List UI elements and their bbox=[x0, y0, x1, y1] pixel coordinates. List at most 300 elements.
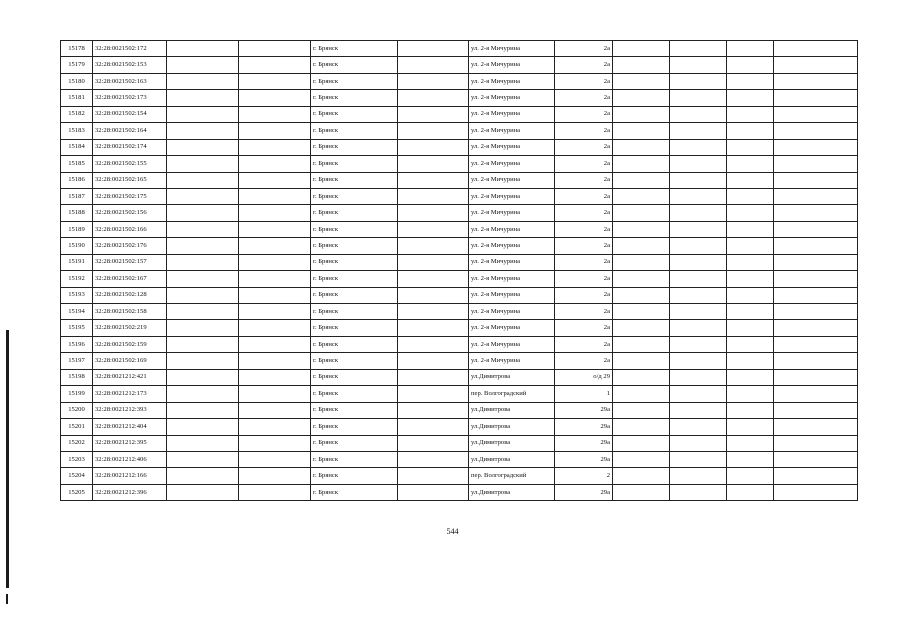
empty-cell bbox=[774, 90, 858, 106]
table-row bbox=[61, 304, 858, 320]
empty-cell bbox=[167, 123, 239, 139]
empty-cell bbox=[727, 188, 774, 204]
empty-cell bbox=[774, 369, 858, 385]
city-cell: г. Брянск bbox=[311, 57, 398, 73]
empty-cell bbox=[727, 254, 774, 270]
street-cell: ул. 2-я Мичурина bbox=[469, 254, 555, 270]
street-cell: ул. 2-я Мичурина bbox=[469, 156, 555, 172]
empty-cell bbox=[774, 419, 858, 435]
empty-cell bbox=[239, 90, 311, 106]
empty-cell bbox=[670, 221, 727, 237]
house-number-cell: 2а bbox=[555, 57, 613, 73]
page-number: 544 bbox=[446, 527, 459, 536]
empty-cell bbox=[398, 123, 469, 139]
table-row bbox=[61, 254, 858, 270]
empty-cell bbox=[398, 57, 469, 73]
cadastral-number-cell: 32:28:0021502:163 bbox=[93, 73, 167, 89]
cadastral-number-cell: 32:28:0021502:165 bbox=[93, 172, 167, 188]
city-cell: г. Брянск bbox=[311, 336, 398, 352]
street-cell: пер. Волгоградский bbox=[469, 468, 555, 484]
empty-cell bbox=[613, 188, 670, 204]
empty-cell bbox=[727, 353, 774, 369]
table-row bbox=[61, 123, 858, 139]
empty-cell bbox=[727, 271, 774, 287]
registry-table bbox=[60, 40, 858, 501]
empty-cell bbox=[398, 41, 469, 57]
row-number-cell: 15191 bbox=[61, 254, 93, 270]
cadastral-number-cell: 32:28:0021502:128 bbox=[93, 287, 167, 303]
empty-cell bbox=[239, 156, 311, 172]
street-cell: ул. 2-я Мичурина bbox=[469, 320, 555, 336]
cadastral-number-cell: 32:28:0021502:158 bbox=[93, 304, 167, 320]
street-cell: ул.Димитрова bbox=[469, 451, 555, 467]
cadastral-number-cell: 32:28:0021502:219 bbox=[93, 320, 167, 336]
house-number-cell: о/д 29 bbox=[555, 369, 613, 385]
city-cell: г. Брянск bbox=[311, 451, 398, 467]
cadastral-number-cell: 32:28:0021502:176 bbox=[93, 238, 167, 254]
empty-cell bbox=[774, 254, 858, 270]
house-number-cell: 2а bbox=[555, 238, 613, 254]
table-row bbox=[61, 221, 858, 237]
empty-cell bbox=[613, 73, 670, 89]
empty-cell bbox=[727, 123, 774, 139]
empty-cell bbox=[167, 320, 239, 336]
empty-cell bbox=[398, 402, 469, 418]
table-row bbox=[61, 369, 858, 385]
empty-cell bbox=[727, 320, 774, 336]
cadastral-number-cell: 32:28:0021212:406 bbox=[93, 451, 167, 467]
street-cell: ул. 2-я Мичурина bbox=[469, 271, 555, 287]
table-row bbox=[61, 435, 858, 451]
city-cell: г. Брянск bbox=[311, 353, 398, 369]
empty-cell bbox=[239, 188, 311, 204]
empty-cell bbox=[727, 468, 774, 484]
empty-cell bbox=[167, 205, 239, 221]
empty-cell bbox=[613, 468, 670, 484]
empty-cell bbox=[167, 287, 239, 303]
empty-cell bbox=[239, 304, 311, 320]
city-cell: г. Брянск bbox=[311, 304, 398, 320]
empty-cell bbox=[727, 172, 774, 188]
cadastral-number-cell: 32:28:0021502:169 bbox=[93, 353, 167, 369]
empty-cell bbox=[167, 386, 239, 402]
empty-cell bbox=[727, 238, 774, 254]
row-number-cell: 15195 bbox=[61, 320, 93, 336]
table-row bbox=[61, 386, 858, 402]
street-cell: ул. 2-я Мичурина bbox=[469, 90, 555, 106]
empty-cell bbox=[167, 484, 239, 500]
row-number-cell: 15199 bbox=[61, 386, 93, 402]
city-cell: г. Брянск bbox=[311, 123, 398, 139]
city-cell: г. Брянск bbox=[311, 419, 398, 435]
empty-cell bbox=[167, 435, 239, 451]
empty-cell bbox=[239, 386, 311, 402]
empty-cell bbox=[239, 369, 311, 385]
city-cell: г. Брянск bbox=[311, 468, 398, 484]
empty-cell bbox=[670, 41, 727, 57]
row-number-cell: 15181 bbox=[61, 90, 93, 106]
cadastral-number-cell: 32:28:0021502:156 bbox=[93, 205, 167, 221]
empty-cell bbox=[774, 106, 858, 122]
empty-cell bbox=[239, 172, 311, 188]
house-number-cell: 29а bbox=[555, 419, 613, 435]
table-row bbox=[61, 90, 858, 106]
empty-cell bbox=[727, 484, 774, 500]
row-number-cell: 15204 bbox=[61, 468, 93, 484]
street-cell: ул. 2-я Мичурина bbox=[469, 353, 555, 369]
empty-cell bbox=[613, 271, 670, 287]
house-number-cell: 2а bbox=[555, 73, 613, 89]
empty-cell bbox=[727, 73, 774, 89]
empty-cell bbox=[670, 353, 727, 369]
empty-cell bbox=[774, 287, 858, 303]
empty-cell bbox=[613, 386, 670, 402]
house-number-cell: 29а bbox=[555, 402, 613, 418]
house-number-cell: 2а bbox=[555, 221, 613, 237]
street-cell: ул. 2-я Мичурина bbox=[469, 221, 555, 237]
empty-cell bbox=[727, 57, 774, 73]
empty-cell bbox=[727, 336, 774, 352]
empty-cell bbox=[398, 139, 469, 155]
empty-cell bbox=[167, 254, 239, 270]
house-number-cell: 2а bbox=[555, 304, 613, 320]
empty-cell bbox=[613, 304, 670, 320]
row-number-cell: 15185 bbox=[61, 156, 93, 172]
table-row bbox=[61, 188, 858, 204]
city-cell: г. Брянск bbox=[311, 188, 398, 204]
table-row bbox=[61, 287, 858, 303]
street-cell: ул. 2-я Мичурина bbox=[469, 238, 555, 254]
street-cell: ул. 2-я Мичурина bbox=[469, 336, 555, 352]
table-row bbox=[61, 41, 858, 57]
street-cell: ул. 2-я Мичурина bbox=[469, 73, 555, 89]
empty-cell bbox=[398, 73, 469, 89]
table-row bbox=[61, 57, 858, 73]
table-row bbox=[61, 402, 858, 418]
street-cell: ул. 2-я Мичурина bbox=[469, 41, 555, 57]
empty-cell bbox=[774, 304, 858, 320]
empty-cell bbox=[613, 221, 670, 237]
empty-cell bbox=[774, 172, 858, 188]
city-cell: г. Брянск bbox=[311, 205, 398, 221]
row-number-cell: 15201 bbox=[61, 419, 93, 435]
city-cell: г. Брянск bbox=[311, 41, 398, 57]
table-row bbox=[61, 205, 858, 221]
house-number-cell: 2а bbox=[555, 287, 613, 303]
empty-cell bbox=[727, 156, 774, 172]
empty-cell bbox=[670, 419, 727, 435]
empty-cell bbox=[167, 369, 239, 385]
cadastral-number-cell: 32:28:0021502:159 bbox=[93, 336, 167, 352]
empty-cell bbox=[727, 451, 774, 467]
city-cell: г. Брянск bbox=[311, 369, 398, 385]
empty-cell bbox=[613, 90, 670, 106]
empty-cell bbox=[774, 123, 858, 139]
city-cell: г. Брянск bbox=[311, 156, 398, 172]
empty-cell bbox=[239, 353, 311, 369]
table-row bbox=[61, 238, 858, 254]
empty-cell bbox=[613, 402, 670, 418]
empty-cell bbox=[613, 106, 670, 122]
empty-cell bbox=[239, 336, 311, 352]
house-number-cell: 2а bbox=[555, 123, 613, 139]
row-number-cell: 15196 bbox=[61, 336, 93, 352]
empty-cell bbox=[167, 353, 239, 369]
row-number-cell: 15205 bbox=[61, 484, 93, 500]
empty-cell bbox=[613, 238, 670, 254]
cadastral-number-cell: 32:28:0021502:164 bbox=[93, 123, 167, 139]
empty-cell bbox=[670, 451, 727, 467]
house-number-cell: 2а bbox=[555, 90, 613, 106]
street-cell: ул. 2-я Мичурина bbox=[469, 139, 555, 155]
empty-cell bbox=[727, 205, 774, 221]
empty-cell bbox=[774, 353, 858, 369]
row-number-cell: 15182 bbox=[61, 106, 93, 122]
table-row bbox=[61, 172, 858, 188]
empty-cell bbox=[398, 90, 469, 106]
empty-cell bbox=[613, 156, 670, 172]
city-cell: г. Брянск bbox=[311, 254, 398, 270]
city-cell: г. Брянск bbox=[311, 271, 398, 287]
empty-cell bbox=[774, 57, 858, 73]
city-cell: г. Брянск bbox=[311, 386, 398, 402]
row-number-cell: 15179 bbox=[61, 57, 93, 73]
street-cell: ул. 2-я Мичурина bbox=[469, 123, 555, 139]
empty-cell bbox=[398, 156, 469, 172]
empty-cell bbox=[398, 254, 469, 270]
city-cell: г. Брянск bbox=[311, 221, 398, 237]
scan-edge-mark bbox=[6, 330, 9, 588]
empty-cell bbox=[613, 353, 670, 369]
empty-cell bbox=[398, 106, 469, 122]
empty-cell bbox=[670, 106, 727, 122]
empty-cell bbox=[670, 271, 727, 287]
house-number-cell: 2 bbox=[555, 468, 613, 484]
house-number-cell: 2а bbox=[555, 205, 613, 221]
empty-cell bbox=[727, 435, 774, 451]
empty-cell bbox=[670, 172, 727, 188]
house-number-cell: 2а bbox=[555, 139, 613, 155]
empty-cell bbox=[167, 451, 239, 467]
street-cell: ул. 2-я Мичурина bbox=[469, 106, 555, 122]
empty-cell bbox=[613, 205, 670, 221]
empty-cell bbox=[398, 320, 469, 336]
empty-cell bbox=[167, 304, 239, 320]
cadastral-number-cell: 32:28:0021502:172 bbox=[93, 41, 167, 57]
empty-cell bbox=[670, 369, 727, 385]
empty-cell bbox=[670, 254, 727, 270]
table-row bbox=[61, 271, 858, 287]
empty-cell bbox=[613, 123, 670, 139]
row-number-cell: 15178 bbox=[61, 41, 93, 57]
cadastral-number-cell: 32:28:0021212:166 bbox=[93, 468, 167, 484]
row-number-cell: 15184 bbox=[61, 139, 93, 155]
empty-cell bbox=[398, 353, 469, 369]
house-number-cell: 2а bbox=[555, 271, 613, 287]
table-row bbox=[61, 320, 858, 336]
empty-cell bbox=[167, 73, 239, 89]
empty-cell bbox=[727, 106, 774, 122]
row-number-cell: 15203 bbox=[61, 451, 93, 467]
city-cell: г. Брянск bbox=[311, 139, 398, 155]
empty-cell bbox=[670, 386, 727, 402]
empty-cell bbox=[239, 402, 311, 418]
empty-cell bbox=[398, 238, 469, 254]
street-cell: пер. Волгоградский bbox=[469, 386, 555, 402]
empty-cell bbox=[774, 238, 858, 254]
street-cell: ул. 2-я Мичурина bbox=[469, 205, 555, 221]
empty-cell bbox=[613, 451, 670, 467]
empty-cell bbox=[613, 336, 670, 352]
empty-cell bbox=[774, 386, 858, 402]
empty-cell bbox=[774, 402, 858, 418]
empty-cell bbox=[774, 484, 858, 500]
empty-cell bbox=[613, 484, 670, 500]
table-row bbox=[61, 353, 858, 369]
cadastral-number-cell: 32:28:0021502:173 bbox=[93, 90, 167, 106]
empty-cell bbox=[239, 73, 311, 89]
empty-cell bbox=[727, 221, 774, 237]
empty-cell bbox=[670, 139, 727, 155]
cadastral-number-cell: 32:28:0021502:155 bbox=[93, 156, 167, 172]
empty-cell bbox=[398, 221, 469, 237]
empty-cell bbox=[167, 41, 239, 57]
house-number-cell: 29а bbox=[555, 451, 613, 467]
table-row bbox=[61, 484, 858, 500]
house-number-cell: 2а bbox=[555, 172, 613, 188]
row-number-cell: 15188 bbox=[61, 205, 93, 221]
empty-cell bbox=[727, 304, 774, 320]
empty-cell bbox=[398, 205, 469, 221]
empty-cell bbox=[613, 172, 670, 188]
street-cell: ул.Димитрова bbox=[469, 419, 555, 435]
cadastral-number-cell: 32:28:0021502:166 bbox=[93, 221, 167, 237]
house-number-cell: 2а bbox=[555, 353, 613, 369]
empty-cell bbox=[670, 238, 727, 254]
empty-cell bbox=[613, 41, 670, 57]
city-cell: г. Брянск bbox=[311, 90, 398, 106]
empty-cell bbox=[670, 57, 727, 73]
empty-cell bbox=[239, 238, 311, 254]
empty-cell bbox=[398, 435, 469, 451]
empty-cell bbox=[398, 271, 469, 287]
empty-cell bbox=[239, 106, 311, 122]
empty-cell bbox=[239, 41, 311, 57]
empty-cell bbox=[774, 271, 858, 287]
empty-cell bbox=[670, 320, 727, 336]
street-cell: ул. 2-я Мичурина bbox=[469, 304, 555, 320]
empty-cell bbox=[239, 287, 311, 303]
row-number-cell: 15193 bbox=[61, 287, 93, 303]
cadastral-number-cell: 32:28:0021502:157 bbox=[93, 254, 167, 270]
empty-cell bbox=[727, 90, 774, 106]
house-number-cell: 29а bbox=[555, 484, 613, 500]
empty-cell bbox=[239, 419, 311, 435]
empty-cell bbox=[774, 139, 858, 155]
city-cell: г. Брянск bbox=[311, 402, 398, 418]
empty-cell bbox=[774, 435, 858, 451]
empty-cell bbox=[613, 435, 670, 451]
street-cell: ул. 2-я Мичурина bbox=[469, 57, 555, 73]
row-number-cell: 15202 bbox=[61, 435, 93, 451]
row-number-cell: 15180 bbox=[61, 73, 93, 89]
city-cell: г. Брянск bbox=[311, 287, 398, 303]
table-row bbox=[61, 468, 858, 484]
row-number-cell: 15183 bbox=[61, 123, 93, 139]
empty-cell bbox=[727, 287, 774, 303]
city-cell: г. Брянск bbox=[311, 320, 398, 336]
house-number-cell: 2а bbox=[555, 41, 613, 57]
empty-cell bbox=[670, 90, 727, 106]
empty-cell bbox=[239, 271, 311, 287]
empty-cell bbox=[774, 468, 858, 484]
row-number-cell: 15192 bbox=[61, 271, 93, 287]
empty-cell bbox=[239, 435, 311, 451]
empty-cell bbox=[613, 320, 670, 336]
cadastral-number-cell: 32:28:0021212:393 bbox=[93, 402, 167, 418]
empty-cell bbox=[774, 221, 858, 237]
table-row bbox=[61, 73, 858, 89]
city-cell: г. Брянск bbox=[311, 73, 398, 89]
empty-cell bbox=[774, 320, 858, 336]
empty-cell bbox=[398, 287, 469, 303]
city-cell: г. Брянск bbox=[311, 484, 398, 500]
empty-cell bbox=[727, 402, 774, 418]
empty-cell bbox=[670, 435, 727, 451]
row-number-cell: 15187 bbox=[61, 188, 93, 204]
cadastral-number-cell: 32:28:0021212:404 bbox=[93, 419, 167, 435]
empty-cell bbox=[239, 205, 311, 221]
empty-cell bbox=[670, 287, 727, 303]
empty-cell bbox=[398, 468, 469, 484]
house-number-cell: 2а bbox=[555, 254, 613, 270]
empty-cell bbox=[613, 287, 670, 303]
registry-table-body bbox=[61, 41, 858, 501]
empty-cell bbox=[167, 402, 239, 418]
empty-cell bbox=[239, 221, 311, 237]
cadastral-number-cell: 32:28:0021212:396 bbox=[93, 484, 167, 500]
empty-cell bbox=[727, 41, 774, 57]
empty-cell bbox=[670, 304, 727, 320]
scan-edge-mark-small bbox=[6, 594, 8, 604]
table-row bbox=[61, 139, 858, 155]
empty-cell bbox=[167, 221, 239, 237]
empty-cell bbox=[239, 123, 311, 139]
table-row bbox=[61, 451, 858, 467]
empty-cell bbox=[613, 254, 670, 270]
empty-cell bbox=[398, 304, 469, 320]
row-number-cell: 15200 bbox=[61, 402, 93, 418]
empty-cell bbox=[167, 172, 239, 188]
cadastral-number-cell: 32:28:0021502:167 bbox=[93, 271, 167, 287]
empty-cell bbox=[774, 73, 858, 89]
table-row bbox=[61, 419, 858, 435]
empty-cell bbox=[167, 139, 239, 155]
empty-cell bbox=[239, 57, 311, 73]
empty-cell bbox=[239, 139, 311, 155]
cadastral-number-cell: 32:28:0021212:421 bbox=[93, 369, 167, 385]
house-number-cell: 29а bbox=[555, 435, 613, 451]
empty-cell bbox=[167, 468, 239, 484]
house-number-cell: 2а bbox=[555, 106, 613, 122]
empty-cell bbox=[167, 90, 239, 106]
city-cell: г. Брянск bbox=[311, 172, 398, 188]
house-number-cell: 1 bbox=[555, 386, 613, 402]
empty-cell bbox=[670, 336, 727, 352]
empty-cell bbox=[774, 156, 858, 172]
empty-cell bbox=[613, 57, 670, 73]
empty-cell bbox=[239, 484, 311, 500]
